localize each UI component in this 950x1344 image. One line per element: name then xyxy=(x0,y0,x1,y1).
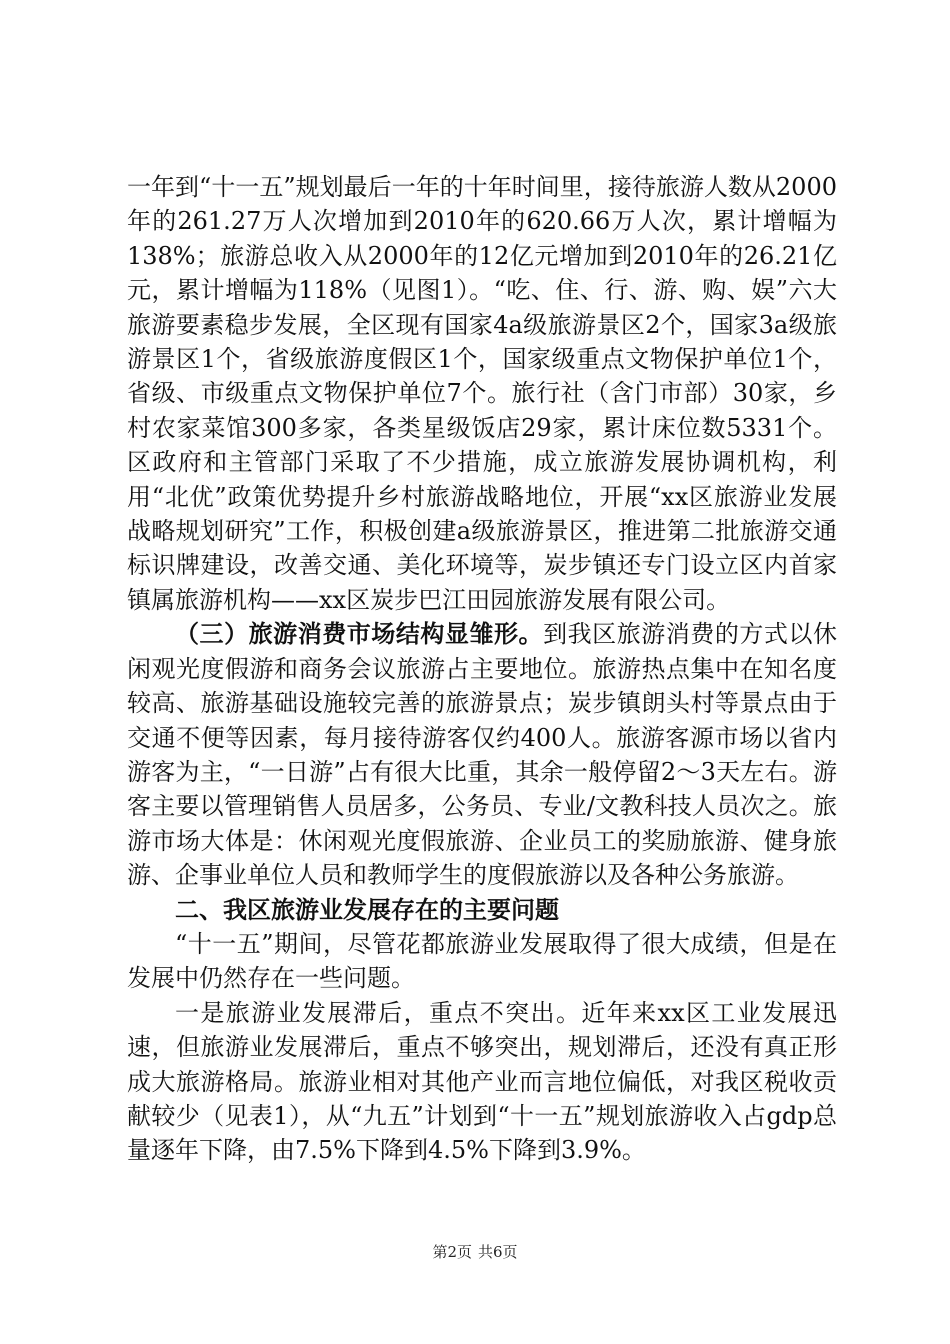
paragraph-lead-heading: （三）旅游消费市场结构显雏形。 xyxy=(175,619,544,649)
paragraph-problem-one: 一是旅游业发展滞后，重点不突出。近年来xx区工业发展迅速，但旅游业发展滞后，重点不够突出，规划滞后，还没有真正形成大旅游格局。旅游业相对其他产业而言地位偏低，对我区税收贡献较少（见表1），从“九五”计划到“十一五”规划旅游收入占gdp总量逐年下降，由7.5%下降到4.5%下降到3.9%。 xyxy=(127,998,837,1165)
page-footer xyxy=(0,1242,950,1262)
paragraph-consumption-market xyxy=(127,617,837,892)
paragraph-consumption-text: 到我区旅游消费的方式以休闲观光度假游和商务会议旅游占主要地位。旅游热点集中在知名度较高、旅游基础设施较完善的旅游景点；炭步镇朗头村等景点由于交通不便等因素，每月接待游客仅约400人。旅游客源市场以省内游客为主，“一日游”占有很大比重，其余一般停留2～3天左右。游客主要以管理销售人员居多，公务员、专业/文教科技人员次之。旅游市场大体是：休闲观光度假旅游、企业员工的奖励旅游、健身旅游、企事业单位人员和教师学生的度假旅游以及各种公务旅游。 xyxy=(127,620,838,890)
page-number: 第2页 xyxy=(432,1243,472,1261)
paragraph-tourism-growth: 一年到“十一五”规划最后一年的十年时间里，接待旅游人数从2000年的261.27万人次增加到2010年的620.66万人次，累计增幅为138%；旅游总收入从2000年的12亿元增加到2010年的26.21亿元，累计增幅为118%（见图1）。“吃、住、行、游、购、娱”六大旅游要素稳步发展，全区现有国家4a级旅游景区2个，国家3a级旅游景区1个，省级旅游度假区1个，国家级重点文物保护单位1个，省级、市级重点文物保护单位7个。旅行社（含门市部）30家，乡村农家菜馆300多家，各类星级饭店29家，累计床位数5331个。区政府和主管部门采取了不少措施，成立旅游发展协调机构，利用“北优”政策优势提升乡村旅游战略地位，开展“xx区旅游业发展战略规划研究”工作，积极创建a级旅游景区，推进第二批旅游交通标识牌建设，改善交通、美化环境等，炭步镇还专门设立区内首家镇属旅游机构——xx区炭步巴江田园旅游发展有限公司。 xyxy=(127,173,837,614)
section-heading-problems: 二、我区旅游业发展存在的主要问题 xyxy=(175,894,559,924)
document-body xyxy=(127,170,837,1168)
page-total: 共6页 xyxy=(478,1243,518,1261)
paragraph-problems-intro: “十一五”期间，尽管花都旅游业发展取得了很大成绩，但是在发展中仍然存在一些问题。 xyxy=(127,929,837,993)
